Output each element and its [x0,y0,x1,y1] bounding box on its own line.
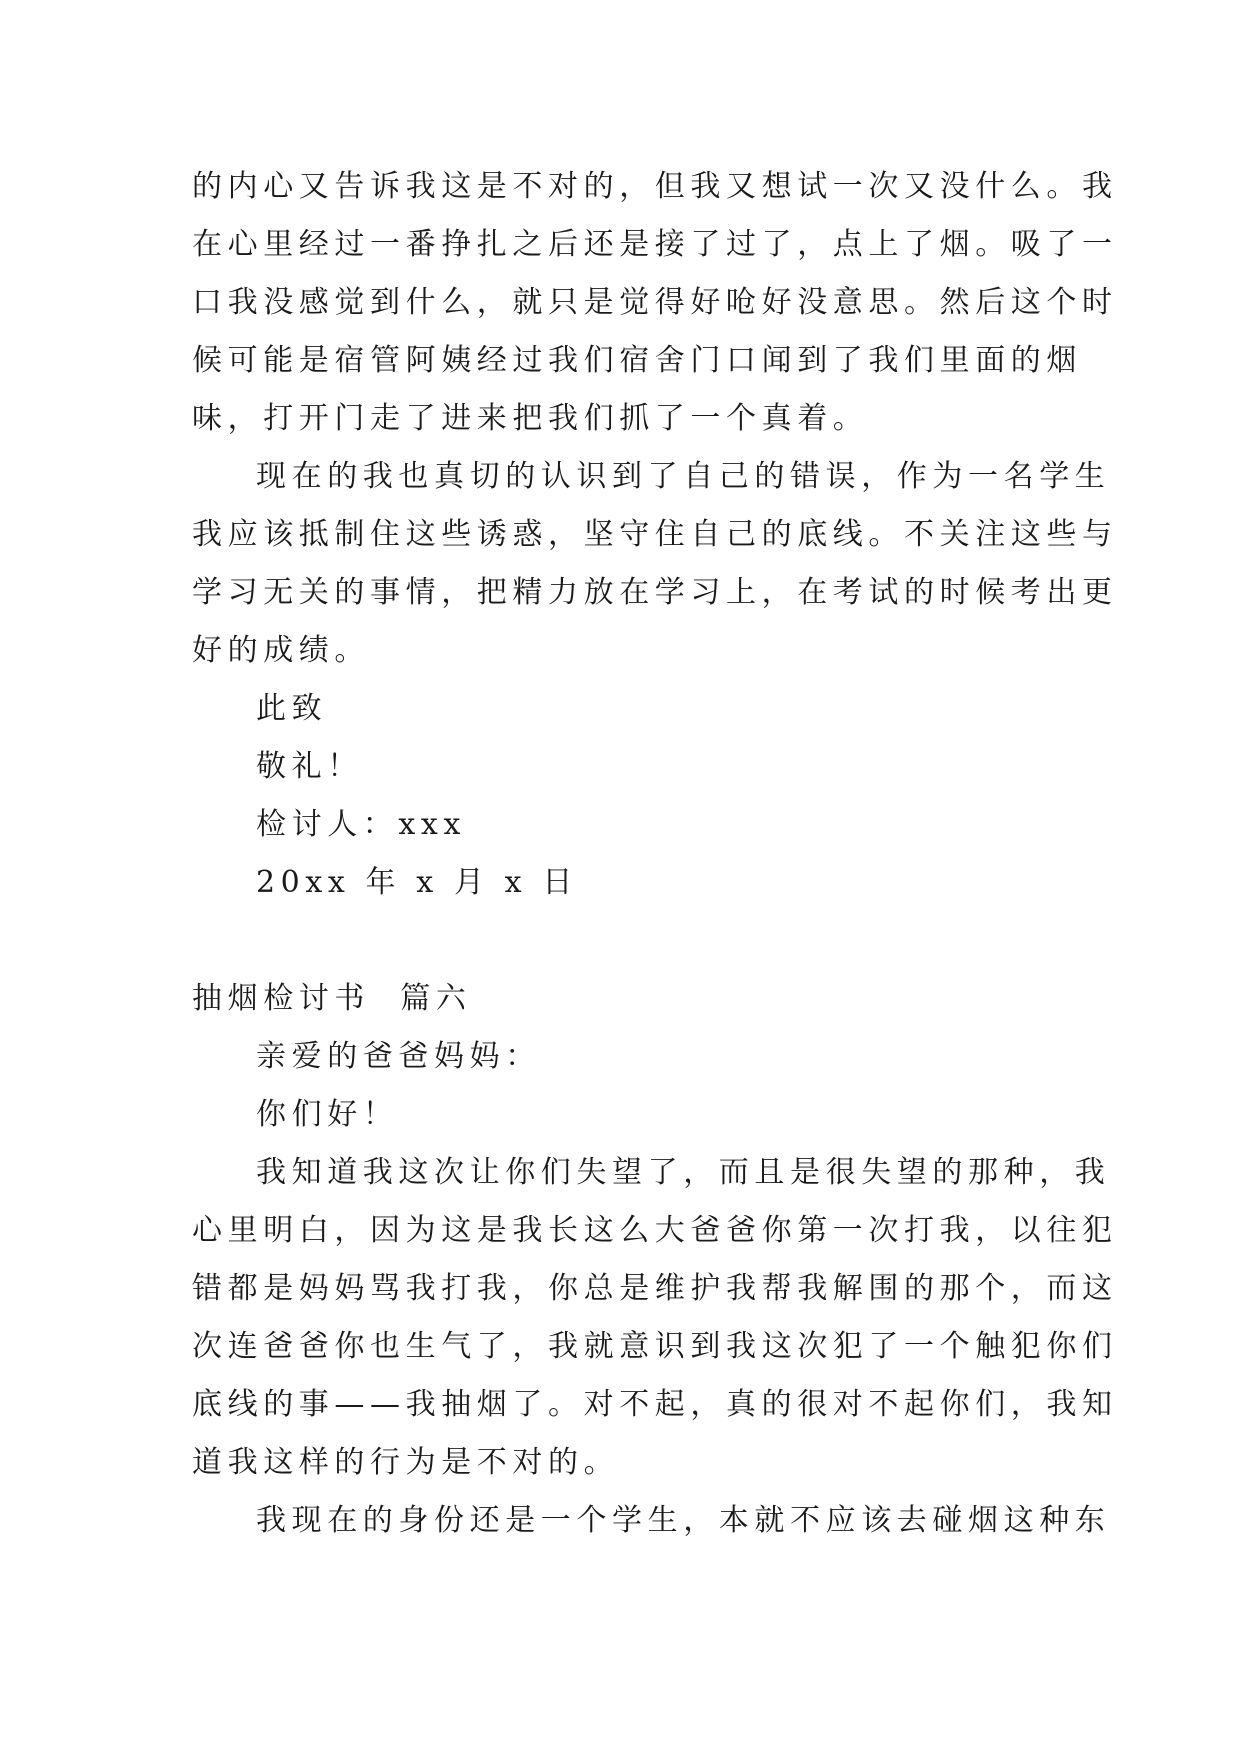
text-line: 道我这样的行为是不对的。 [192,1445,620,1480]
paragraph-2 [192,448,1118,680]
salute-line-2: 敬礼！ [256,749,363,784]
section-title: 抽烟检讨书 篇六 [192,981,472,1016]
text-line: 的内心又告诉我这是不对的，但我又想试一次又没什么。我 [192,169,1118,204]
text-line: 学习无关的事情，把精力放在学习上，在考试的时候考出更 [192,575,1118,610]
paragraph-4 [192,1492,1111,1550]
text-line: 口我没感觉到什么，就只是觉得好呛好没意思。然后这个时 [192,285,1118,320]
text-line: 现在的我也真切的认识到了自己的错误，作为一名学生 [256,459,1111,494]
document-body [192,158,1118,1550]
text-line: 味，打开门走了进来把我们抓了一个真着。 [192,401,869,436]
signer-line: 检讨人：xxx [256,807,466,842]
text-line: 我应该抵制住这些诱惑，坚守住自己的底线。不关注这些与 [192,517,1118,552]
salute-line-1: 此致 [256,691,328,726]
paragraph-3 [192,1144,1118,1492]
text-line: 在心里经过一番挣扎之后还是接了过了，点上了烟。吸了一 [192,227,1118,262]
text-line: 我知道我这次让你们失望了，而且是很失望的那种，我 [256,1155,1111,1190]
text-line: 次连爸爸你也生气了，我就意识到我这次犯了一个触犯你们 [192,1329,1118,1364]
text-line: 候可能是宿管阿姨经过我们宿舍门口闻到了我们里面的烟 [192,343,1082,378]
text-line: 错都是妈妈骂我打我，你总是维护我帮我解围的那个，而这 [192,1271,1118,1306]
closing-block [192,680,1052,912]
date-line: 20xx 年 x 月 x 日 [256,865,578,900]
paragraph-1 [192,158,1118,448]
text-line: 心里明白，因为这是我长这么大爸爸你第一次打我，以往犯 [192,1213,1118,1248]
greeting-line: 亲爱的爸爸妈妈： [256,1039,541,1074]
text-line: 我现在的身份还是一个学生，本就不应该去碰烟这种东 [256,1503,1111,1538]
hello-line: 你们好！ [256,1097,399,1132]
text-line: 底线的事——我抽烟了。对不起，真的很对不起你们，我知 [192,1387,1118,1422]
spacer [192,912,1052,970]
text-line: 好的成绩。 [192,633,370,668]
